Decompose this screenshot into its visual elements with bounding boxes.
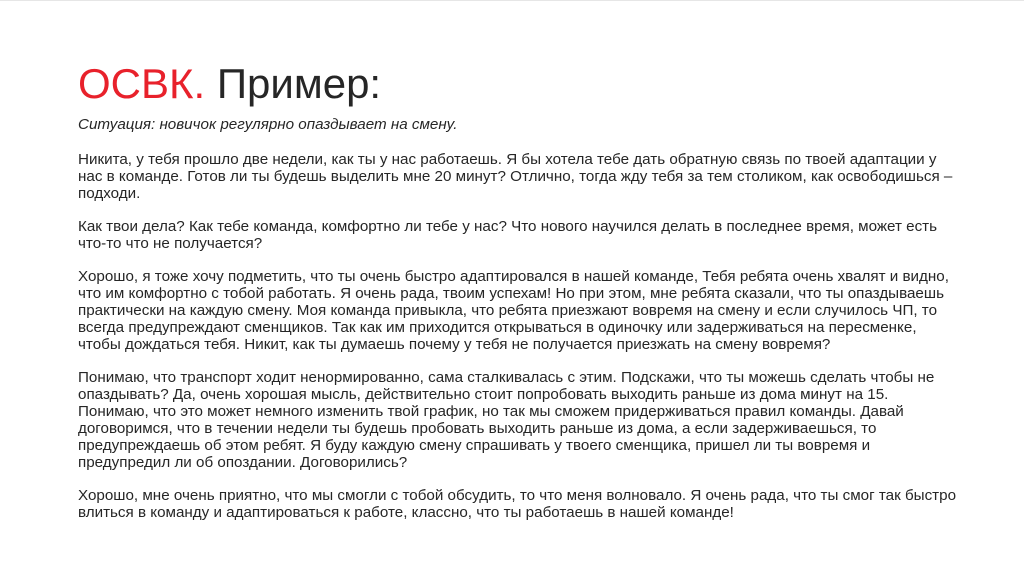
slide-title <box>78 59 381 109</box>
title-text: Пример: <box>205 60 382 107</box>
title-accent: ОСВК. <box>78 60 206 107</box>
paragraph-solution: Понимаю, что транспорт ходит ненормированно, сама сталкивалась с этим. Подскажи, что ты можешь сделать чтобы не опаздывать? Да, очень хорошая мысль, действительно стоит попробовать выходить раньше из дома минут на 15. Понимаю, что это может немного изменить твой график, но так мы сможем придерживаться правил команды. Давай договоримся, что в течении недели ты будешь пробовать выходить раньше из дома, а если задерживаешься, то предупреждаешь об этом ребят. Я буду каждую смену спрашивать у твоего сменщика, пришел ли ты вовремя и предупредил ли об опоздании. Договорились? <box>78 369 935 471</box>
paragraph-feedback: Хорошо, я тоже хочу подметить, что ты очень быстро адаптировался в нашей команде, Тебя ребята очень хвалят и видно, что им комфортно с тобой работать. Я очень рада, твоим успехам! Но при этом, мне ребята сказали, что ты опаздываешь практически на каждую смену. Моя команда привыкла, что ребята приезжают вовремя на смену и если случилось ЧП, то всегда предупреждают сменщиков. Так как им приходится открываться в одиночку или задерживаться на пересменке, чтобы дождаться тебя. Никит, как ты думаешь почему у тебя не получается приезжать на смену вовремя? <box>78 268 949 353</box>
paragraph-intro: Никита, у тебя прошло две недели, как ты у нас работаешь. Я бы хотела тебе дать обратную связь по твоей адаптации у нас в команде. Готов ли ты будешь выделить мне 20 минут? Отлично, тогда жду тебя за тем столиком, как освободишься – подходи. <box>78 151 953 202</box>
slide-body <box>78 116 958 521</box>
situation-text: Ситуация: новичок регулярно опаздывает на смену. <box>78 116 458 133</box>
paragraph-question: Как твои дела? Как тебе команда, комфортно ли тебе у нас? Что нового научился делать в последнее время, может есть что-то что не получается? <box>78 218 938 252</box>
paragraph-closing: Хорошо, мне очень приятно, что мы смогли с тобой обсудить, то что меня волновало. Я очень рада, что ты смог так быстро влиться в команду и адаптироваться к работе, классно, что ты работаешь в нашей команде! <box>78 487 957 521</box>
